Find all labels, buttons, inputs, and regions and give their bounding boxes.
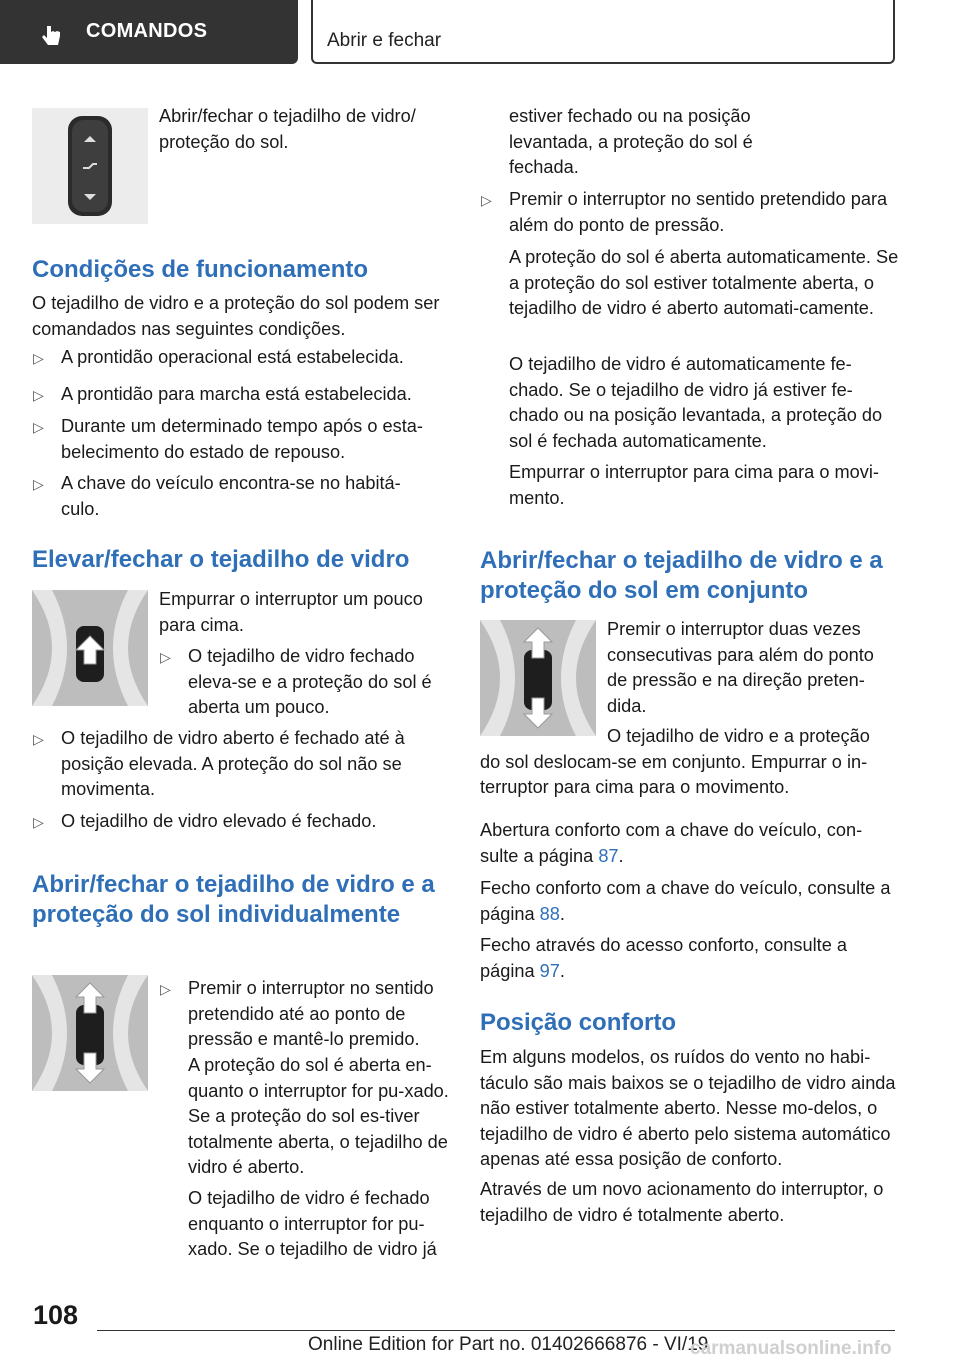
individual-text-1: A proteção do sol é aberta en-quanto o interruptor for pu-xado. Se a proteção do sol es-tiver totalmente aberta, o tejadilho de vidro é aberto. (188, 1055, 449, 1177)
list-item: O tejadilho de vidro elevado é fechado. (61, 811, 377, 831)
switch-image-1 (32, 108, 148, 224)
intro-text: Abrir/fechar o tejadilho de vidro/ proteção do sol. (159, 106, 416, 152)
comfort-text-1: Em alguns modelos, os ruídos do vento no habi-táculo são mais baixos se o tejadilho de vidro ainda não estiver totalmente aberto. Nesse mo-delos, o tejadilho de vidro é aberto pelo sistema automático apenas até essa posição de conforto. (480, 1047, 896, 1169)
heading-lift: Elevar/fechar o tejadilho de vidro (32, 546, 410, 573)
list-item: O tejadilho de vidro fechado eleva-se e a proteção do sol é aberta um pouco. (188, 646, 432, 717)
auto-text-2: O tejadilho de vidro é automaticamente fe-chado. Se o tejadilho de vidro já estiver fe-chado ou na posição levantada, a proteção do sol é fechada automaticamente. (509, 354, 883, 451)
bullet-icon: ▷ (481, 192, 492, 208)
lift-intro: Empurrar o interruptor um pouco para cima. (159, 589, 423, 635)
list-item: Premir o interruptor no sentido pretendido até ao ponto de pressão e mantê-lo premido. (188, 978, 434, 1049)
heading-together: Abrir/fechar o tejadilho de vidro e a proteção do sol em conjunto (480, 547, 883, 604)
heading-comfort: Posição conforto (480, 1009, 677, 1036)
individual-text-2: O tejadilho de vidro é fechado enquanto o interruptor for pu-xado. Se o tejadilho de vidro já (188, 1188, 437, 1259)
hand-pointer-icon (40, 24, 62, 50)
page-link-88[interactable]: 88 (539, 903, 560, 924)
bullet-icon: ▷ (33, 419, 44, 435)
watermark: carmanualsonline.info (690, 1338, 892, 1359)
chapter-title: Abrir e fechar (327, 30, 442, 51)
switch-image-3 (32, 975, 148, 1091)
switch-image-2 (32, 590, 148, 706)
conditions-intro: O tejadilho de vidro e a proteção do sol podem ser comandados nas seguintes condições. (32, 293, 440, 339)
edition-text: Online Edition for Part no. 01402666876 - VI/19 (308, 1334, 709, 1355)
auto-text-3: Empurrar o interruptor para cima para o movi-mento. (509, 462, 879, 508)
together-text-2: O tejadilho de vidro e a proteção do sol deslocam-se em conjunto. Empurrar o in-terruptor para cima para o movimento. (480, 726, 870, 797)
together-text-1: Premir o interruptor duas vezes consecutivas para além do ponto de pressão e na direção preten-dida. (607, 619, 874, 716)
heading-conditions: Condições de funcionamento (32, 256, 369, 283)
section-title: COMANDOS (86, 20, 208, 42)
chapter-header (311, 0, 895, 64)
bullet-icon: ▷ (33, 731, 44, 747)
heading-individual: Abrir/fechar o tejadilho de vidro e a proteção do sol individualmente (32, 871, 435, 928)
continued-text: estiver fechado ou na posição levantada, a proteção do sol é fechada. (509, 106, 753, 177)
comfort-text-2: Através de um novo acionamento do interruptor, o tejadilho de vidro é totalmente aberto. (480, 1179, 884, 1225)
bullet-icon: ▷ (160, 649, 171, 665)
bullet-icon: ▷ (33, 814, 44, 830)
auto-text-1: A proteção do sol é aberta automaticamente. Se a proteção do sol estiver totalmente aberta, o tejadilho de vidro é aberto automati-camente. (509, 247, 899, 318)
bullet-icon: ▷ (33, 387, 44, 403)
list-item: A prontidão para marcha está estabelecida. (61, 384, 412, 404)
page-link-97[interactable]: 97 (539, 960, 560, 981)
switch-image-4 (480, 620, 596, 736)
bullet-icon: ▷ (33, 350, 44, 366)
page-link-87[interactable]: 87 (598, 845, 619, 866)
reference-2: Fecho conforto com a chave do veículo, consulte a página 88. (480, 878, 891, 924)
page-number: 108 (33, 1300, 79, 1330)
list-item: O tejadilho de vidro aberto é fechado até à posição elevada. A proteção do sol não se movimenta. (61, 728, 405, 799)
bullet-icon: ▷ (160, 981, 171, 997)
footer-divider (97, 1330, 895, 1331)
reference-3: Fecho através do acesso conforto, consulte a página 97. (480, 935, 847, 981)
list-item: A prontidão operacional está estabelecida. (61, 347, 404, 367)
list-item: A chave do veículo encontra-se no habitá-culo. (61, 473, 401, 519)
list-item: Premir o interruptor no sentido pretendido para além do ponto de pressão. (509, 189, 888, 235)
bullet-icon: ▷ (33, 476, 44, 492)
section-tab (0, 0, 298, 64)
reference-1: Abertura conforto com a chave do veículo, con-sulte a página 87. (480, 820, 863, 866)
list-item: Durante um determinado tempo após o esta-belecimento do estado de repouso. (61, 416, 423, 462)
